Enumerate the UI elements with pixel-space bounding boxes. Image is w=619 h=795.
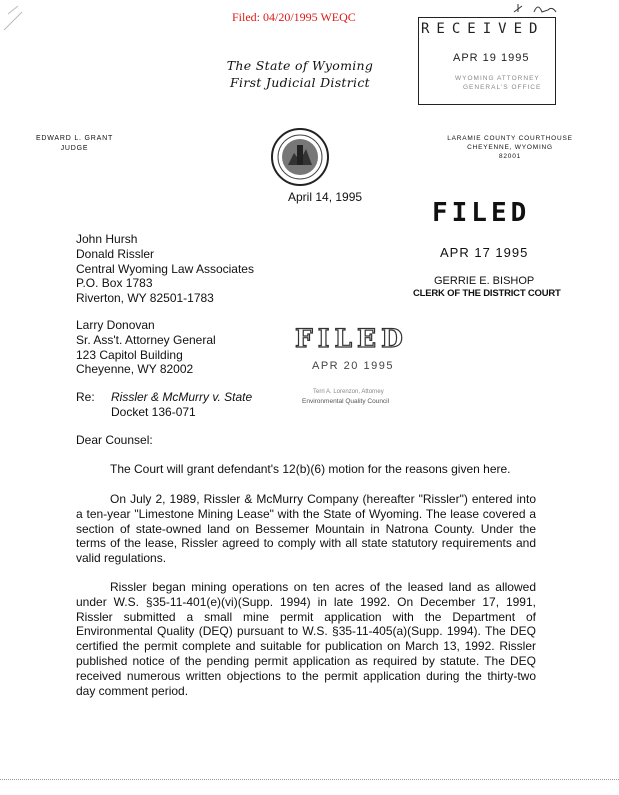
court-address-line3: 82001 [498, 153, 522, 160]
letter-date: April 14, 1995 [288, 190, 363, 204]
filed-stamp-eqc-date: APR 20 1995 [312, 360, 394, 372]
court-title-line1: The State of Wyoming [226, 58, 374, 73]
re-docket: Docket 136-071 [111, 405, 196, 419]
handwritten-initials [508, 0, 568, 18]
judge-title: JUDGE [60, 145, 89, 152]
judge-name: EDWARD L. GRANT [35, 135, 114, 142]
recipient-block-2 [76, 318, 216, 377]
body-paragraph-1: The Court will grant defendant's 12(b)(6) motion for the reasons given here. [110, 462, 511, 476]
received-stamp [418, 17, 556, 105]
page-edge-divider [0, 779, 619, 780]
recipient-line: Cheyenne, WY 82002 [76, 362, 194, 377]
clerk-title: CLERK OF THE DISTRICT COURT [413, 288, 561, 299]
received-stamp-line1: WYOMING ATTORNEY [455, 75, 540, 82]
filed-stamp-eqc-title: FILED [295, 324, 408, 353]
filed-stamp-court-title: FILED [432, 198, 531, 228]
court-title-line2: First Judicial District [230, 75, 370, 90]
received-stamp-title: RECEIVED [421, 21, 545, 37]
recipient-line: Larry Donovan [76, 318, 155, 332]
received-stamp-line2: GENERAL'S OFFICE [463, 84, 542, 91]
filed-stamp-eqc-line2: Environmental Quality Council [302, 398, 390, 405]
judge-block [12, 134, 137, 154]
recipient-block-1 [76, 232, 254, 306]
re-label: Re: [76, 390, 95, 404]
salutation: Dear Counsel: [76, 433, 153, 447]
re-case-name: Rissler & McMurry v. State [111, 390, 253, 404]
court-address [430, 134, 590, 161]
filed-stamp-eqc-line1: Terri A. Lorenzon, Attorney [313, 389, 384, 395]
recipient-line: P.O. Box 1783 [76, 276, 153, 291]
scribble-mark [0, 0, 60, 40]
recipient-line: Riverton, WY 82501-1783 [76, 291, 214, 306]
recipient-line: Central Wyoming Law Associates [76, 261, 254, 276]
body-paragraph-3: Rissler began mining operations on ten acres of the leased land as allowed under W.S. §35-11-401(e)(vi)(Supp. 1994) in late 1992. On December 17, 1991, Rissler submitted a small mine permit application with the Department of Environmental Quality (DEQ) pursuant to W.S. §35-11-405(a)(Supp. 1994). The DEQ certified the permit complete and suitable for publication on March 13, 1992. Rissler published notice of the pending permit application as required by statute. The DEQ received numerous written objections to the permit application during the thirty-two day comment period. [76, 580, 536, 698]
received-stamp-date: APR 19 1995 [453, 52, 530, 64]
recipient-line: John Hursh [76, 232, 138, 246]
state-seal-icon [270, 127, 330, 187]
court-address-line2: CHEYENNE, WYOMING [467, 144, 553, 151]
body-paragraph-2: On July 2, 1989, Rissler & McMurry Company (hereafter "Rissler") entered into a ten-year "Limestone Mining Lease" with the State of Wyoming. The lease covered a section of state-owned land on Bessemer Mountain in Natrona County. Under the terms of the lease, Rissler agreed to comply with all state statutory requirements and valid regulations. [76, 492, 536, 566]
clerk-name: GERRIE E. BISHOP [434, 275, 535, 287]
recipient-line: Sr. Ass't. Attorney General [76, 332, 216, 347]
recipient-line: 123 Capitol Building [76, 347, 183, 362]
court-address-line1: LARAMIE COUNTY COURTHOUSE [447, 135, 573, 142]
filed-header: Filed: 04/20/1995 WEQC [232, 10, 356, 24]
recipient-line: Donald Rissler [76, 246, 155, 261]
filed-stamp-court-date: APR 17 1995 [440, 245, 529, 260]
